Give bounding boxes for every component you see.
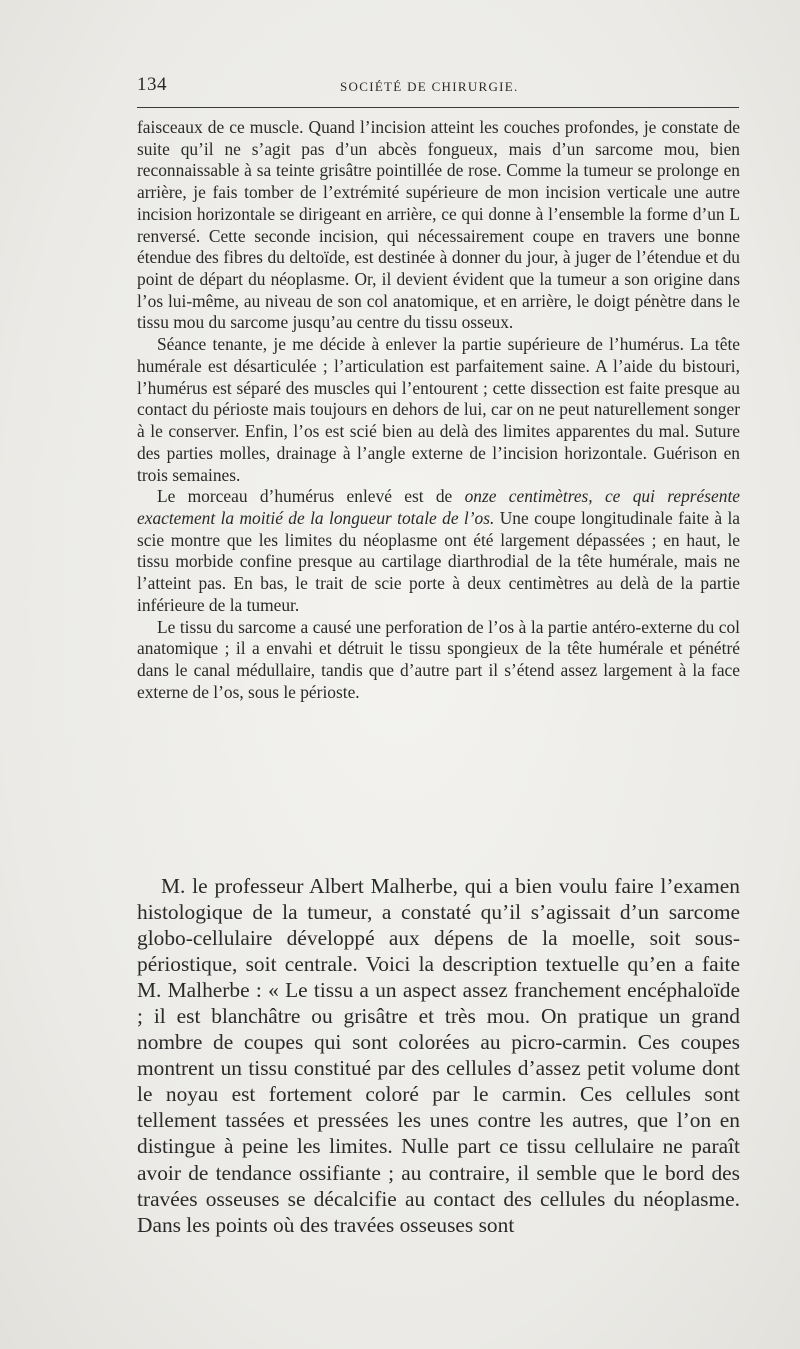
paragraph-3 xyxy=(137,486,740,616)
paragraph-3-end: Une coupe longitudinale faite à la scie montre que les limites du néoplasme ont été largement dépassées ; en haut, le tissu morbide confine presque au cartilage diarthrodial de la tête humérale, mais ne l’atteint pas. En bas, le trait de scie porte à deux centimètres au delà de la partie inférieure de la tumeur. xyxy=(137,507,741,615)
histology-section xyxy=(137,873,740,1238)
paragraph-3-start: Le morceau d’humérus enlevé est de xyxy=(157,486,465,507)
header-rule xyxy=(137,107,739,108)
running-head: SOCIÉTÉ DE CHIRURGIE. xyxy=(340,79,519,94)
page-number: 134 xyxy=(137,74,167,95)
body-text xyxy=(137,117,740,703)
paragraph-1: faisceaux de ce muscle. Quand l’incision atteint les couches profondes, je constate de suite qu’il ne s’agit pas d’un abcès fongueux, mais d’un sarcome mou, bien reconnaissable à sa teinte grisâtre pointillée de rose. Comme la tumeur se prolonge en arrière, je fais tomber de l’extrémité supérieure de mon incision verticale une autre incision horizontale se dirigeant en arrière, ce qui donne à l’ensemble la forme d’un L renversé. Cette seconde incision, qui nécessairement coupe en travers une bonne étendue des fibres du deltoïde, est destinée à donner du jour, à juger de l’étendue et du point de départ du néoplasme. Or, il devient évident que la tumeur a son origine dans l’os lui-même, au niveau de son col anatomique, et en arrière, le doigt pénètre dans le tissu mou du sarcome jusqu’au centre du tissu osseux. xyxy=(137,117,740,333)
paragraph-3-italic: onze centimètres, ce qui représente exactement la moitié de la longueur totale de l’os. xyxy=(137,486,741,528)
paragraph-2: Séance tenante, je me décide à enlever la partie supérieure de l’humérus. La tête humérale est désarticulée ; l’articulation est parfaitement saine. A l’aide du bistouri, l’humérus est séparé des muscles qui l’entourent ; cette dissection est faite presque au contact du périoste mais toujours en dehors de lui, car on ne peut naturellement songer à le conserver. Enfin, l’os est scié bien au delà des limites apparentes du mal. Suture des parties molles, drainage à l’angle externe de l’incision horizontale. Guérison en trois semaines. xyxy=(137,334,740,485)
paragraph-4: Le tissu du sarcome a causé une perforation de l’os à la partie antéro-externe du col anatomique ; il a envahi et détruit le tissu spongieux de la tête humérale et pénétré dans le canal médullaire, tandis que d’autre part il s’étend assez largement à la face externe de l’os, sous le périoste. xyxy=(137,616,740,702)
page-header xyxy=(137,72,737,102)
paragraph-5: M. le professeur Albert Malherbe, qui a bien voulu faire l’examen histologique de la tumeur, a constaté qu’il s’agissait d’un sarcome globo-cellulaire développé aux dépens de la moelle, soit sous-périostique, soit centrale. Voici la description textuelle qu’en a faite M. Malherbe : « Le tissu a un aspect assez franchement encéphaloïde ; il est blanchâtre ou grisâtre et très mou. On pratique un grand nombre de coupes qui sont colorées au picro-carmin. Ces coupes montrent un tissu constitué par des cellules d’assez petit volume dont le noyau est fortement coloré par le carmin. Ces cellules sont tellement tassées et pressées les unes contre les autres, que l’on en distingue à peine les limites. Nulle part ce tissu cellulaire ne paraît avoir de tendance ossifiante ; au contraire, il semble que le bord des travées osseuses se décalcifie au contact des cellules du néoplasme. Dans les points où des travées osseuses sont xyxy=(137,874,740,1237)
